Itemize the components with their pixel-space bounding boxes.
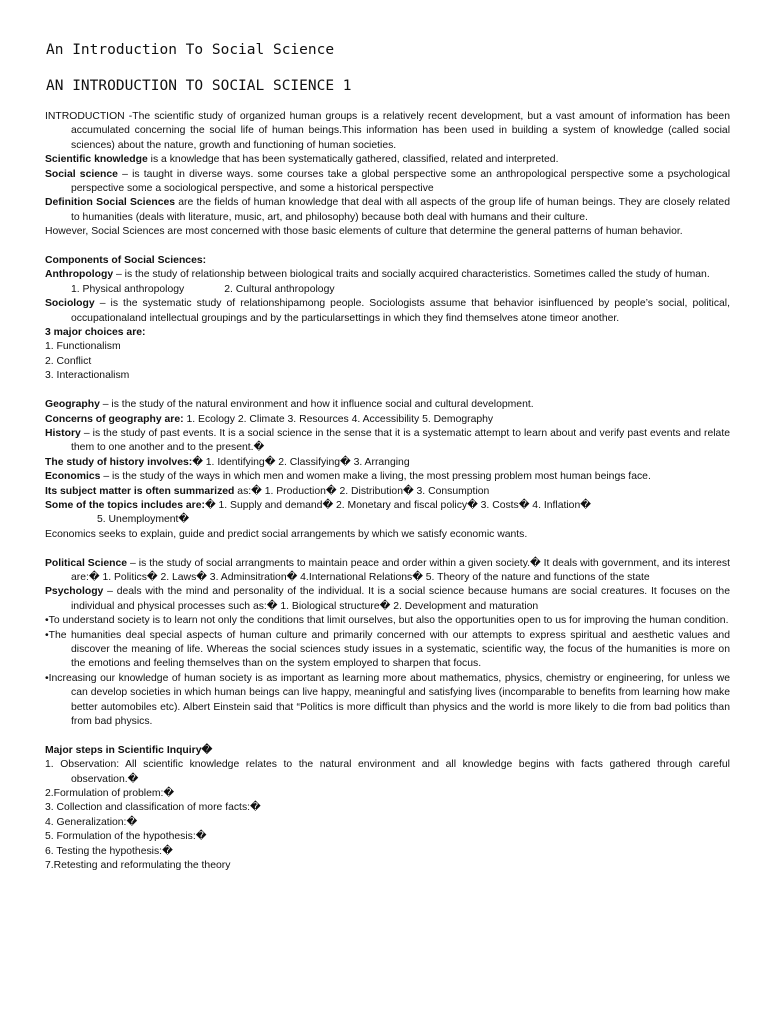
definition: – is taught in diverse ways. some courses take a global perspective some an anthropological perspective some a psychological perspective some a sociological perspective, and some a historical perspective bbox=[71, 168, 731, 195]
term: The study of history involves: bbox=[45, 456, 193, 468]
list-item: 5. Formulation of the hypothesis:� bbox=[45, 831, 207, 843]
geography-concerns bbox=[45, 413, 730, 427]
definition: – is the systematic study of relationshipamong people. Sociologists assume that behavior isinfluenced by people’s social, political, occupationaland intellectual groupings and by the particularsettings in which they find themselves atone timeor another. bbox=[71, 298, 730, 324]
history-paragraph bbox=[45, 427, 730, 456]
term: Its subject matter is often summarized bbox=[45, 485, 235, 497]
term: Sociology bbox=[45, 298, 95, 310]
list-item: 1. Observation: All scientific knowledge relates to the natural environment and all knowledge begins with facts gathered through careful observation.� bbox=[45, 759, 730, 785]
list-item: 7.Retesting and reformulating the theory bbox=[45, 860, 231, 872]
document-title: An Introduction To Social Science bbox=[46, 42, 335, 58]
term: Some of the topics includes are: bbox=[45, 499, 205, 511]
term: History bbox=[45, 427, 81, 439]
components-heading: Components of Social Sciences: bbox=[45, 255, 207, 267]
anthropology-paragraph bbox=[45, 268, 730, 282]
term: Economics bbox=[45, 471, 101, 483]
bullet-paragraph: •Increasing our knowledge of human society is as important as learning more about mathematics, physics, chemistry or engineering, for unless we can develop societies in which human beings can live happy, meaningful and satisfying lives (incomparable to benefits from learning how make better automobiles etc). Albert Einstein said that “Politics is more difficult than physics and the world is more likely to die from bad politics than from bad physics. bbox=[45, 672, 730, 728]
list-item: 4. Generalization:� bbox=[45, 816, 138, 828]
definition-paragraph bbox=[45, 196, 730, 225]
economics-subject-matter bbox=[45, 485, 730, 499]
list-item: 3. Collection and classification of more facts:� bbox=[45, 802, 261, 814]
document-body bbox=[45, 110, 730, 873]
steps-heading: Major steps in Scientific Inquiry� bbox=[45, 744, 213, 756]
anthropology-types bbox=[45, 283, 730, 297]
definition: as:� 1. Production� 2. Distribution� 3. Consumption bbox=[234, 485, 490, 497]
political-science-paragraph bbox=[45, 557, 730, 586]
definition: are the fields of human knowledge that deal with all aspects of the group life of human beings. They are closely related to humanities (deals with literature, music, art, and philosophy) because both deal with humans and their culture. bbox=[71, 197, 730, 223]
social-science-paragraph bbox=[45, 168, 730, 197]
bullet-paragraph: •To understand society is to learn not only the conditions that limit ourselves, but also the opportunities open to us for improving the human condition. bbox=[45, 615, 729, 627]
list-item: 2. Conflict bbox=[45, 355, 92, 367]
term: Political Science bbox=[45, 557, 128, 569]
term: Scientific knowledge bbox=[45, 154, 148, 166]
definition: – is the study of the natural environment and how it influence social and cultural development. bbox=[99, 399, 534, 411]
definition: 1. Ecology 2. Climate 3. Resources 4. Accessibility 5. Demography bbox=[183, 413, 494, 425]
document-heading: AN INTRODUCTION TO SOCIAL SCIENCE 1 bbox=[46, 78, 352, 94]
economics-topics bbox=[45, 499, 730, 513]
sociology-paragraph bbox=[45, 297, 730, 326]
list-item: 2. Cultural anthropology bbox=[224, 283, 335, 295]
definition: – is the study of relationship between biological traits and socially acquired characteristics. Sometimes called the study of human. bbox=[113, 269, 710, 281]
intro-paragraph: INTRODUCTION -The scientific study of organized human groups is a relatively recent development, but a vast amount of information has been accumulated concerning the social life of human beings.This information has been used in building a system of knowledge (called social sciences) about the nature, growth and functioning of human societies. bbox=[45, 111, 730, 151]
economics-seeks-paragraph: Economics seeks to explain, guide and predict social arrangements by which we satisfy economic wants. bbox=[45, 528, 528, 540]
definition: – is the study of the ways in which men and women make a living, the most pressing problem most human beings face. bbox=[100, 471, 651, 483]
term: Definition Social Sciences bbox=[45, 197, 176, 209]
list-item: 5. Unemployment� bbox=[97, 514, 190, 526]
list-item: 1. Physical anthropology bbox=[71, 283, 185, 295]
psychology-paragraph bbox=[45, 585, 730, 614]
scientific-knowledge-paragraph bbox=[45, 153, 730, 167]
list-item: 3. Interactionalism bbox=[45, 370, 130, 382]
however-paragraph: However, Social Sciences are most concerned with those basic elements of culture that determine the general patterns of human behavior. bbox=[45, 226, 683, 238]
choices-heading: 3 major choices are: bbox=[45, 327, 146, 339]
definition: – deals with the mind and personality of the individual. It is a social science because humans are social creatures. It focuses on the individual and physical processes such as:� 1. Biological structure� 2. Development and maturation bbox=[71, 586, 730, 612]
term: Anthropology bbox=[45, 269, 114, 281]
term: Psychology bbox=[45, 586, 104, 598]
history-involves bbox=[45, 456, 730, 470]
geography-paragraph bbox=[45, 398, 730, 412]
definition: � 1. Identifying� 2. Classifying� 3. Arranging bbox=[192, 456, 410, 468]
economics-paragraph bbox=[45, 470, 730, 484]
term: Concerns of geography are: bbox=[45, 413, 184, 425]
definition: is a knowledge that has been systematically gathered, classified, related and interpreted. bbox=[147, 154, 559, 166]
list-item: 2.Formulation of problem:� bbox=[45, 788, 175, 800]
definition: � 1. Supply and demand� 2. Monetary and fiscal policy� 3. Costs� 4. Inflation� bbox=[204, 499, 591, 511]
definition: – is the study of social arrangments to maintain peace and order within a given society.� It deals with government, and its interest are:� 1. Politics� 2. Laws� 3. Adminsitration� 4.International Relations� 5. Theory of the nature and functions of the state bbox=[71, 557, 731, 583]
bullet-paragraph: •The humanities deal special aspects of human culture and primarily concerned with our attempts to express spiritual and aesthetic values and discover the meaning of life. Whereas the social sciences study issues in a systematic, scientific way, the focus of the humanities is more on the emotions and feeling themselves than on the system employed to sharpen that focus. bbox=[45, 629, 730, 670]
term: Geography bbox=[45, 399, 100, 411]
list-item: 1. Functionalism bbox=[45, 341, 121, 353]
term: Social science bbox=[45, 168, 118, 180]
list-item: 6. Testing the hypothesis:� bbox=[45, 845, 173, 857]
definition: – is the study of past events. It is a social science in the sense that it is a systematic attempt to learn about and verify past events and relate them to one another and to the present.� bbox=[71, 427, 730, 454]
